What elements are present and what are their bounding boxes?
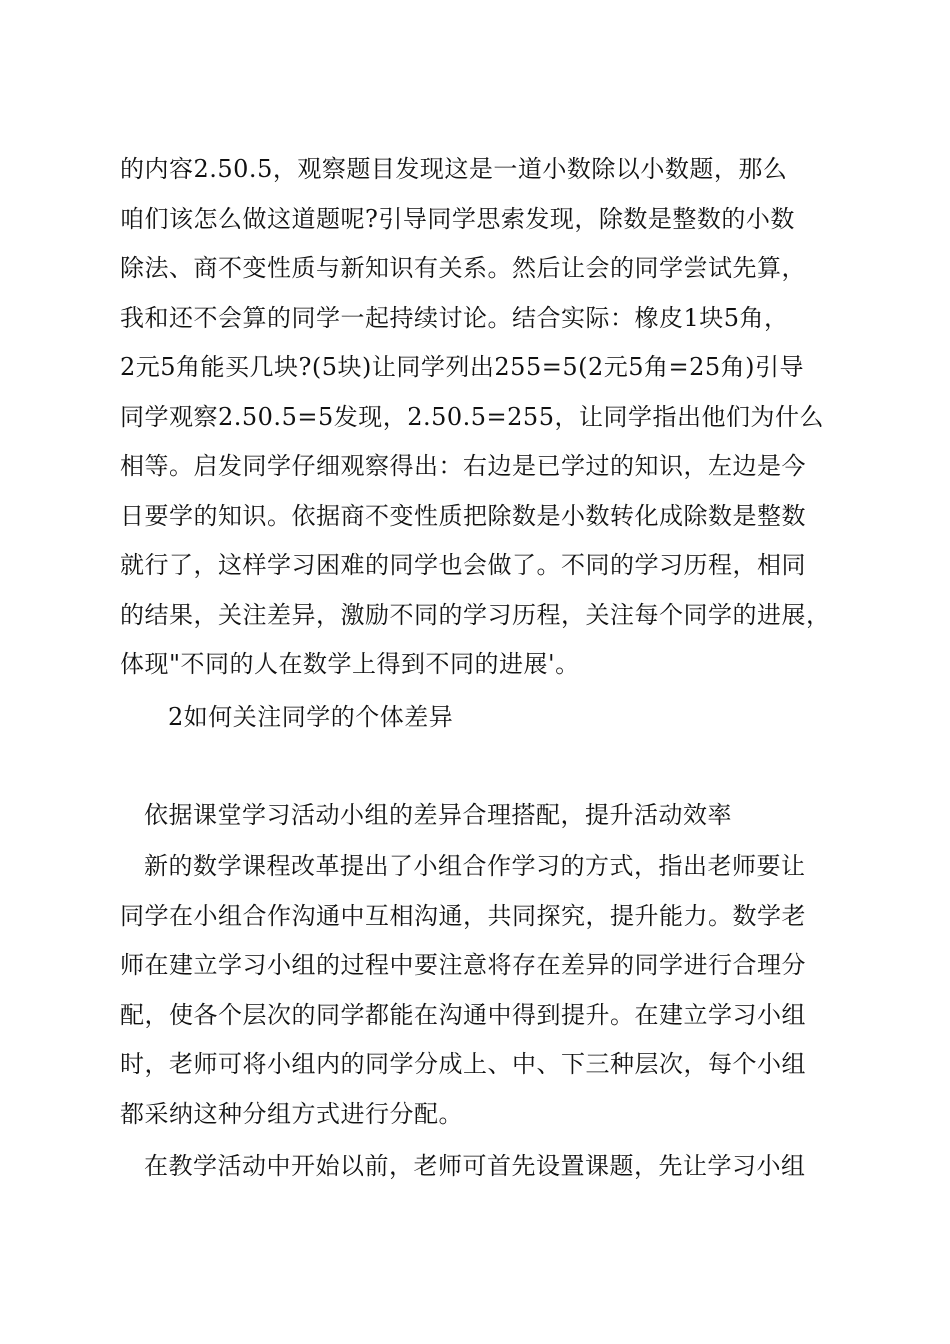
paragraph-line: 除法、商不变性质与新知识有关系。然后让会的同学尝试先算， [120,254,806,282]
paragraph-line: 在教学活动中开始以前，老师可首先设置课题，先让学习小组 [144,1152,806,1180]
paragraph-line: 相等。启发同学仔细观察得出：右边是已学过的知识，左边是今 [120,452,806,480]
paragraph-line: 的结果，关注差异，激励不同的学习历程，关注每个同学的进展， [120,601,831,629]
paragraph-line: 同学在小组合作沟通中互相沟通，共同探究，提升能力。数学老 [120,902,806,930]
paragraph-line: 师在建立学习小组的过程中要注意将存在差异的同学进行合理分 [120,951,806,979]
section-heading: 2如何关注同学的个体差异 [168,703,454,731]
paragraph-line: 都采纳这种分组方式进行分配。 [120,1100,463,1128]
paragraph-line: 日要学的知识。依据商不变性质把除数是小数转化成除数是整数 [120,502,806,530]
subheading: 依据课堂学习活动小组的差异合理搭配，提升活动效率 [144,801,732,829]
paragraph-line: 的内容2.50.5，观察题目发现这是一道小数除以小数题，那么 [120,155,788,183]
paragraph-line: 体现"不同的人在数学上得到不同的进展'。 [120,650,580,678]
paragraph-line: 同学观察2.50.5=5发现，2.50.5=255，让同学指出他们为什么 [120,403,824,431]
paragraph-line: 我和还不会算的同学一起持续讨论。结合实际：橡皮1块5角， [120,304,789,332]
paragraph-line: 2元5角能买几块?(5块)让同学列出255=5(2元5角=25角)引导 [120,353,805,381]
paragraph-line: 新的数学课程改革提出了小组合作学习的方式，指出老师要让 [144,852,806,880]
paragraph-line: 配，使各个层次的同学都能在沟通中得到提升。在建立学习小组 [120,1001,806,1029]
paragraph-line: 时，老师可将小组内的同学分成上、中、下三种层次，每个小组 [120,1050,806,1078]
paragraph-line: 就行了，这样学习困难的同学也会做了。不同的学习历程，相同 [120,551,806,579]
paragraph-line: 咱们该怎么做这道题呢?引导同学思索发现，除数是整数的小数 [120,205,795,233]
